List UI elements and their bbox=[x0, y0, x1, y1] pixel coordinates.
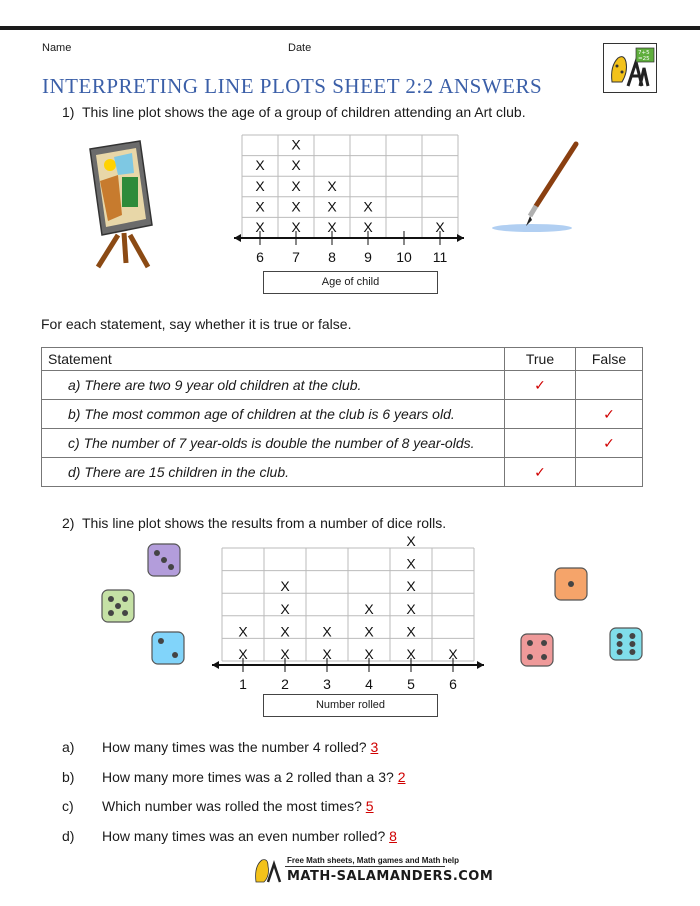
plot-x-mark: X bbox=[406, 578, 416, 595]
statement-label: d) bbox=[68, 464, 81, 480]
die-icon bbox=[610, 628, 642, 660]
logo-number-2: =25 bbox=[638, 56, 650, 62]
tick-label: 6 bbox=[449, 676, 457, 692]
salamander-logo-icon bbox=[604, 44, 656, 92]
plot-x-mark: X bbox=[238, 646, 248, 662]
tick-label: 3 bbox=[323, 676, 331, 692]
false-cell[interactable] bbox=[576, 371, 643, 400]
plot-x-mark: X bbox=[280, 600, 290, 617]
dice-line-plot bbox=[210, 533, 490, 692]
arrow-right-icon bbox=[457, 234, 464, 242]
top-rule bbox=[0, 26, 700, 30]
name-label: Name bbox=[42, 42, 72, 54]
arrow-left-icon bbox=[234, 234, 241, 242]
plot-x-mark: X bbox=[327, 198, 337, 215]
plot-x-mark: X bbox=[327, 219, 337, 235]
q1-number: 1) bbox=[62, 104, 75, 120]
die-icon bbox=[102, 590, 134, 622]
table-row bbox=[42, 371, 643, 400]
tick-label: 10 bbox=[396, 249, 412, 265]
statement-text: There are two 9 year old children at the club. bbox=[84, 377, 362, 393]
true-cell[interactable] bbox=[505, 458, 576, 487]
answer-text: 2 bbox=[397, 768, 406, 785]
false-cell[interactable] bbox=[576, 458, 643, 487]
plot-x-mark: X bbox=[280, 578, 290, 595]
arrow-right-icon bbox=[477, 661, 484, 669]
die-icon bbox=[555, 568, 587, 600]
plot-x-mark: X bbox=[255, 177, 265, 194]
plot-x-mark: X bbox=[255, 198, 265, 215]
statement-cell bbox=[42, 371, 505, 400]
question-label: b) bbox=[62, 768, 75, 785]
plot-x-mark: X bbox=[406, 646, 416, 662]
checkmark-icon: ✓ bbox=[534, 463, 546, 480]
plot-x-mark: X bbox=[448, 646, 458, 662]
plot-x-mark: X bbox=[255, 157, 265, 174]
question-label: c) bbox=[62, 798, 74, 814]
plot-x-mark: X bbox=[291, 219, 301, 235]
tick-label: 8 bbox=[328, 249, 336, 265]
plot-x-mark: X bbox=[322, 623, 332, 640]
tick-label: 2 bbox=[281, 676, 289, 692]
statement-text: There are 15 children in the club. bbox=[84, 464, 290, 480]
question-text: Which number was rolled the most times? bbox=[102, 798, 362, 814]
plot-x-mark: X bbox=[255, 219, 265, 235]
plot-x-mark: X bbox=[363, 219, 373, 235]
false-header: False bbox=[576, 348, 643, 371]
statement-text: The number of 7 year-olds is double the number of 8 year-olds. bbox=[83, 435, 475, 451]
tick-label: 4 bbox=[365, 676, 373, 692]
plot-x-mark: X bbox=[322, 646, 332, 662]
q2-number: 2) bbox=[62, 515, 75, 531]
true-cell[interactable] bbox=[505, 400, 576, 429]
plot-x-mark: X bbox=[364, 646, 374, 662]
q1-prompt bbox=[62, 104, 526, 120]
plot-x-mark: X bbox=[364, 600, 374, 617]
q1-text: This line plot shows the age of a group of children attending an Art club. bbox=[81, 104, 526, 120]
statement-header: Statement bbox=[42, 348, 505, 371]
false-cell[interactable] bbox=[576, 400, 643, 429]
question-item bbox=[62, 739, 378, 755]
checkmark-icon: ✓ bbox=[603, 405, 615, 422]
plot-x-mark: X bbox=[238, 623, 248, 640]
plot-x-mark: X bbox=[327, 177, 337, 194]
table-row bbox=[42, 400, 643, 429]
plot-x-mark: X bbox=[280, 623, 290, 640]
question-item bbox=[62, 769, 406, 785]
question-text: How many times was an even number rolled? bbox=[102, 827, 386, 844]
plot-x-mark: X bbox=[291, 136, 301, 153]
true-cell[interactable] bbox=[505, 429, 576, 458]
true-header: True bbox=[505, 348, 576, 371]
dice-caption: Number rolled bbox=[263, 694, 438, 717]
plot-x-mark: X bbox=[406, 600, 416, 617]
logo-number-1: 7+5 bbox=[638, 50, 650, 56]
die-icon bbox=[148, 544, 180, 576]
question-item bbox=[62, 798, 374, 814]
q2-prompt bbox=[62, 515, 446, 531]
statement-label: b) bbox=[68, 406, 81, 422]
plot-x-mark: X bbox=[291, 198, 301, 215]
answer-text: 3 bbox=[370, 739, 379, 755]
table-row bbox=[42, 429, 643, 458]
true-false-table bbox=[41, 347, 643, 487]
plot-x-mark: X bbox=[364, 623, 374, 640]
question-text: How many more times was a 2 rolled than a 3? bbox=[102, 768, 394, 785]
plot-x-mark: X bbox=[291, 157, 301, 174]
plot-x-mark: X bbox=[363, 198, 373, 215]
tick-label: 11 bbox=[432, 249, 448, 265]
plot-x-mark: X bbox=[280, 646, 290, 662]
paintbrush-icon bbox=[488, 140, 584, 236]
false-cell[interactable] bbox=[576, 429, 643, 458]
die-icon bbox=[521, 634, 553, 666]
die-icon bbox=[152, 632, 184, 664]
question-text: How many times was the number 4 rolled? bbox=[102, 739, 367, 755]
statement-cell bbox=[42, 429, 505, 458]
statement-label: c) bbox=[68, 435, 80, 451]
question-label: d) bbox=[62, 827, 75, 844]
question-item bbox=[62, 828, 397, 844]
true-cell[interactable] bbox=[505, 371, 576, 400]
statement-cell bbox=[42, 400, 505, 429]
plot-x-mark: X bbox=[291, 177, 301, 194]
age-caption: Age of child bbox=[263, 271, 438, 294]
footer-site: MATH-SALAMANDERS.COM bbox=[287, 869, 494, 884]
logo-badge bbox=[603, 43, 657, 93]
footer-rule bbox=[285, 866, 445, 867]
checkmark-icon: ✓ bbox=[603, 434, 615, 451]
plot-x-mark: X bbox=[406, 555, 416, 572]
q2-text: This line plot shows the results from a number of dice rolls. bbox=[81, 515, 447, 531]
plot-x-mark: X bbox=[406, 533, 416, 549]
footer-tagline: Free Math sheets, Math games and Math help bbox=[287, 856, 460, 865]
statement-text: The most common age of children at the club is 6 years old. bbox=[84, 406, 455, 422]
footer-logo-icon bbox=[252, 852, 282, 884]
tick-label: 1 bbox=[239, 676, 247, 692]
easel-painting-icon bbox=[78, 135, 168, 270]
q1-instruction: For each statement, say whether it is true or false. bbox=[41, 316, 352, 332]
arrow-left-icon bbox=[212, 661, 219, 669]
plot-x-mark: X bbox=[435, 219, 445, 235]
answer-text: 8 bbox=[389, 827, 397, 844]
question-label: a) bbox=[62, 739, 75, 755]
answer-text: 5 bbox=[365, 798, 374, 814]
age-line-plot bbox=[232, 132, 472, 268]
tick-label: 9 bbox=[364, 249, 372, 265]
checkmark-icon: ✓ bbox=[534, 376, 546, 393]
table-row bbox=[42, 458, 643, 487]
tick-label: 6 bbox=[256, 249, 264, 265]
tick-label: 5 bbox=[407, 676, 415, 692]
page-title: INTERPRETING LINE PLOTS SHEET 2:2 ANSWERS bbox=[42, 74, 543, 98]
statement-cell bbox=[42, 458, 505, 487]
plot-x-mark: X bbox=[406, 623, 416, 640]
date-label: Date bbox=[288, 42, 312, 54]
tick-label: 7 bbox=[292, 249, 300, 265]
table-header-row bbox=[42, 348, 643, 371]
statement-label: a) bbox=[68, 377, 81, 393]
